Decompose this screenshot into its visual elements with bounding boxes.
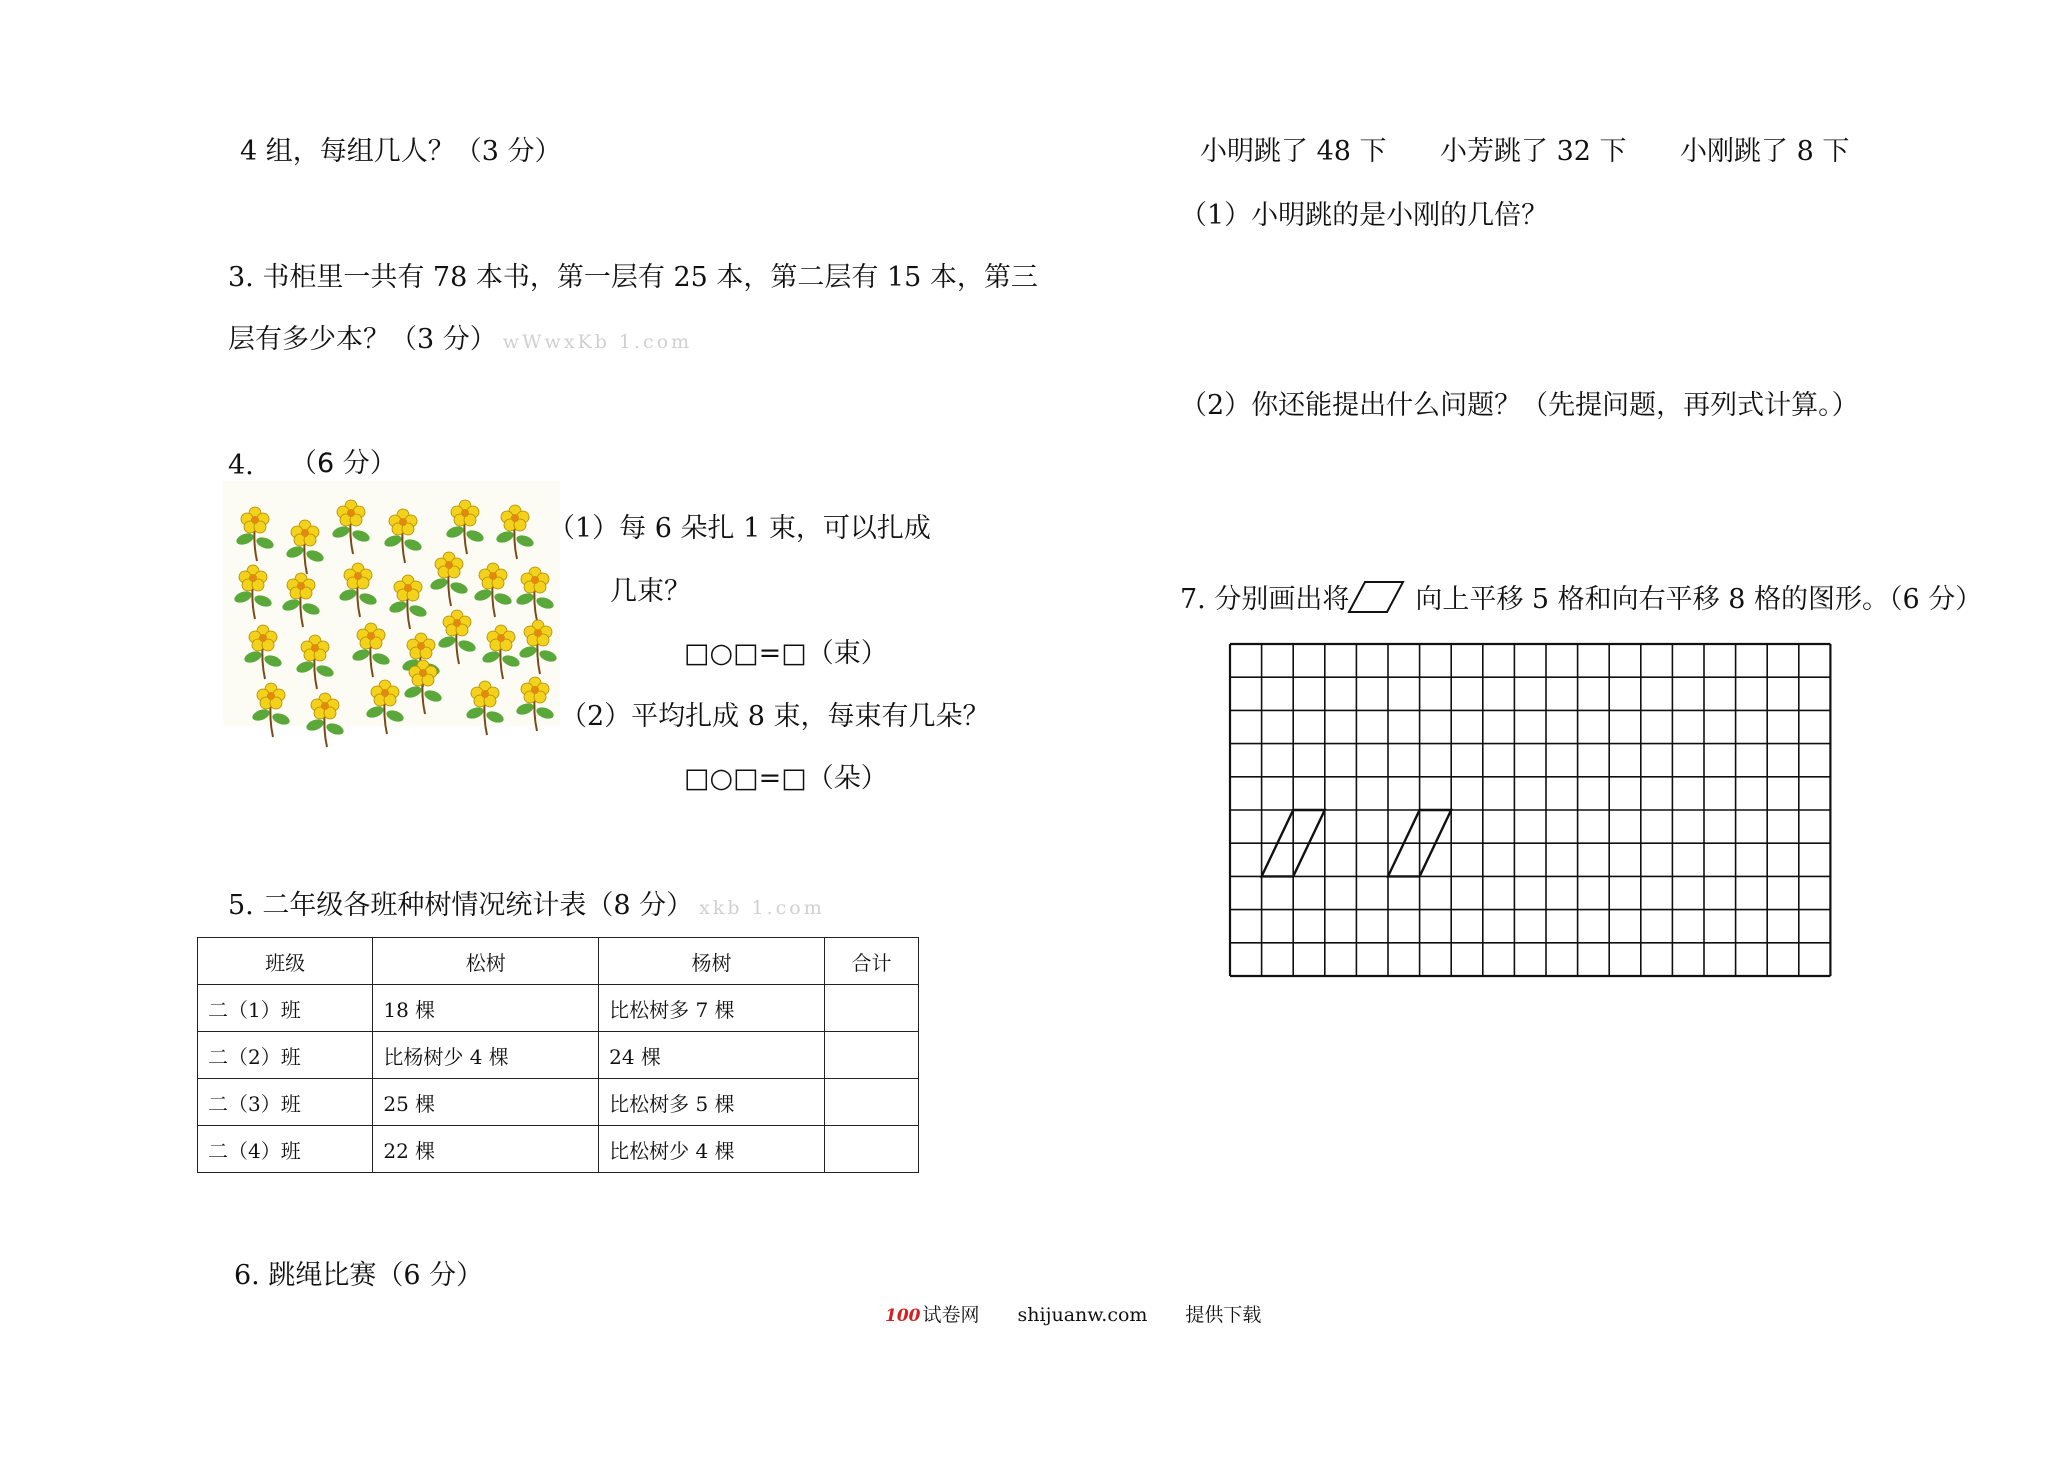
q3-line2: 层有多少本？（3 分）	[228, 324, 497, 355]
table-cell: 24 棵	[599, 1032, 825, 1079]
table-row	[198, 1079, 919, 1126]
site-logo: 100	[885, 1306, 921, 1326]
flower-icon	[445, 496, 485, 556]
table-cell: 二（2）班	[198, 1032, 373, 1079]
flower-icon	[403, 656, 443, 716]
q4-points: （6 分）	[290, 448, 397, 479]
table-cell-total[interactable]	[824, 985, 918, 1032]
flower-icon	[305, 689, 345, 749]
flower-icon	[365, 676, 405, 736]
flower-icon	[243, 621, 283, 681]
flower-icon	[518, 616, 558, 676]
q4-p2-formula: □○□=□（朵）	[684, 763, 888, 794]
q2-tail: 4 组，每组几人？（3 分）	[240, 136, 562, 167]
q4-p1-line2: 几束？	[610, 576, 691, 607]
flower-icon	[281, 569, 321, 629]
flower-icon	[235, 503, 275, 563]
jump-xiaofang: 小芳跳了 32 下	[1440, 136, 1627, 167]
flower-icon	[495, 501, 535, 561]
table-header: 杨树	[599, 938, 825, 985]
flower-icon	[285, 516, 325, 576]
flower-icon	[331, 496, 371, 556]
q7-pre: 7. 分别画出将	[1180, 584, 1350, 615]
flower-icon	[251, 679, 291, 739]
translation-grid	[1228, 642, 1860, 980]
table-cell-total[interactable]	[824, 1032, 918, 1079]
table-cell: 18 棵	[373, 985, 599, 1032]
watermark: xkb 1.com	[699, 897, 825, 919]
q5-title: 5. 二年级各班种树情况统计表（8 分）	[228, 890, 694, 921]
table-cell: 比松树少 4 棵	[599, 1126, 825, 1173]
table-header: 合计	[824, 938, 918, 985]
flower-icon	[388, 571, 428, 631]
table-row	[198, 1126, 919, 1173]
q3-line1: 3. 书柜里一共有 78 本书，第一层有 25 本，第二层有 15 本，第三	[228, 262, 1038, 293]
q6-part2: （2）你还能提出什么问题？（先提问题，再列式计算。）	[1180, 390, 1859, 421]
table-cell: 比松树多 7 棵	[599, 985, 825, 1032]
table-header: 班级	[198, 938, 373, 985]
q6-part1: （1）小明跳的是小刚的几倍？	[1180, 200, 1549, 231]
q5-title-wrap	[228, 892, 825, 919]
q4-p1-line1: （1）每 6 朵扎 1 束，可以扎成	[548, 513, 931, 544]
table-row	[198, 985, 919, 1032]
site-domain: shijuanw.com	[1017, 1304, 1148, 1326]
q4-label: 4.	[228, 450, 254, 481]
table-cell: 比松树多 5 棵	[599, 1079, 825, 1126]
table-row	[198, 1032, 919, 1079]
watermark: wWwxKb 1.com	[502, 331, 693, 353]
tree-planting-table	[197, 937, 919, 1173]
flowers-image	[223, 481, 560, 726]
flower-icon	[515, 563, 555, 623]
table-header-row	[198, 938, 919, 985]
q7-line	[1180, 580, 1982, 614]
table-header: 松树	[373, 938, 599, 985]
parallelogram-icon	[1347, 580, 1405, 614]
q6-title: 6. 跳绳比赛（6 分）	[234, 1260, 484, 1291]
flower-icon	[437, 606, 477, 666]
table-cell: 22 棵	[373, 1126, 599, 1173]
jump-xiaogang: 小刚跳了 8 下	[1680, 136, 1850, 167]
site-name: 试卷网	[922, 1304, 980, 1326]
flower-icon	[351, 619, 391, 679]
download-note: 提供下载	[1185, 1304, 1262, 1326]
q4-p1-formula: □○□=□（束）	[684, 638, 888, 669]
flower-icon	[295, 631, 335, 691]
jump-xiaoming: 小明跳了 48 下	[1200, 136, 1387, 167]
flower-icon	[481, 621, 521, 681]
q3-line2-wrap	[228, 326, 692, 353]
flower-icon	[429, 548, 469, 608]
table-cell: 比杨树少 4 棵	[373, 1032, 599, 1079]
flower-icon	[338, 559, 378, 619]
table-cell: 25 棵	[373, 1079, 599, 1126]
table-cell-total[interactable]	[824, 1126, 918, 1173]
flower-icon	[515, 673, 555, 733]
q7-post: 向上平移 5 格和向右平移 8 格的图形。（6 分）	[1415, 584, 1983, 615]
flower-icon	[383, 505, 423, 565]
table-cell: 二（3）班	[198, 1079, 373, 1126]
footer	[885, 1300, 1299, 1327]
flower-icon	[233, 561, 273, 621]
flower-icon	[465, 677, 505, 737]
table-cell-total[interactable]	[824, 1079, 918, 1126]
table-cell: 二（4）班	[198, 1126, 373, 1173]
flower-icon	[473, 559, 513, 619]
q4-p2-line1: （2）平均扎成 8 束，每束有几朵？	[560, 701, 990, 732]
table-cell: 二（1）班	[198, 985, 373, 1032]
